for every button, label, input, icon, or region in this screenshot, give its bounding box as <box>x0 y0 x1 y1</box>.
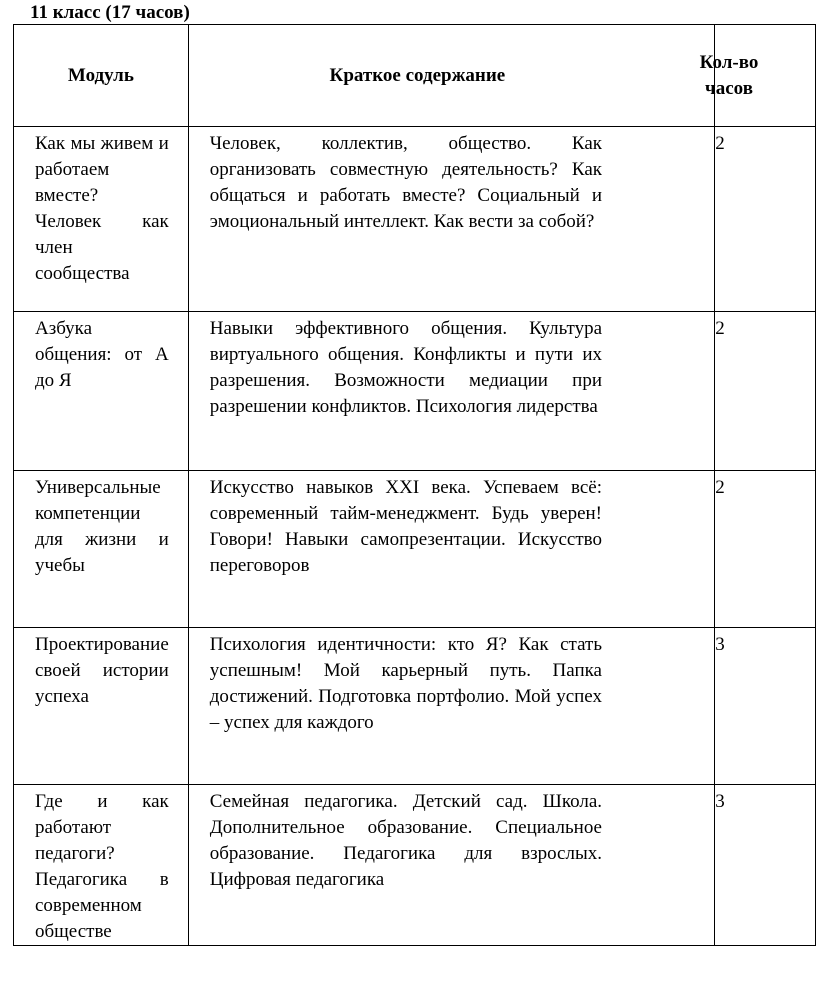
hours-cell <box>715 628 816 785</box>
header-hours <box>699 25 816 127</box>
section-title: 11 класс (17 часов) <box>30 2 190 23</box>
header-module: Модуль <box>14 25 189 127</box>
content-cell: Человек, коллектив, общество. Как организовать совместную деятельность? Как общаться и работать вместе? Социальный и эмоциональный интеллект. Как вести за собой? <box>188 127 714 312</box>
table-header-row <box>14 25 816 127</box>
curriculum-table <box>13 24 816 946</box>
hours-value: 2 <box>715 133 725 154</box>
hours-cell <box>715 312 816 471</box>
module-cell: Проектирование своей истории успеха <box>14 628 189 785</box>
module-cell: Где и как работают педагоги? Педагогика в современном обществе <box>14 785 189 946</box>
table-row <box>14 312 816 471</box>
content-cell: Навыки эффективного общения. Культура виртуального общения. Конфликты и пути их разрешения. Возможности медиации при разрешении конфликтов. Психология лидерства <box>188 312 714 471</box>
table-row <box>14 628 816 785</box>
hours-cell <box>715 785 816 946</box>
header-hours-label: Кол-во часов <box>699 51 759 99</box>
hours-cell <box>715 471 816 628</box>
hours-value: 3 <box>715 791 725 812</box>
table-row <box>14 785 816 946</box>
hours-cell <box>715 127 816 312</box>
hours-value: 2 <box>715 318 725 339</box>
header-content-label: Краткое содержание <box>329 64 506 86</box>
module-cell: Универсальные компетенции для жизни и учебы <box>14 471 189 628</box>
hours-value: 2 <box>715 477 725 498</box>
content-cell: Психология идентичности: кто Я? Как стать успешным! Мой карьерный путь. Папка достижений. Подготовка портфолио. Мой успех – успех для каждого <box>188 628 714 785</box>
content-cell: Искусство навыков XXI века. Успеваем всё: современный тайм-менеджмент. Будь уверен! Говори! Навыки самопрезентации. Искусство переговоров <box>188 471 714 628</box>
content-cell: Семейная педагогика. Детский сад. Школа. Дополнительное образование. Специальное образование. Педагогика для взрослых. Цифровая педагогика <box>188 785 714 946</box>
table-row <box>14 471 816 628</box>
table-row <box>14 127 816 312</box>
header-content <box>188 25 714 127</box>
module-cell: Как мы живем и работаем вместе? Человек как член сообщества <box>14 127 189 312</box>
hours-value: 3 <box>715 634 725 655</box>
module-cell: Азбука общения: от А до Я <box>14 312 189 471</box>
